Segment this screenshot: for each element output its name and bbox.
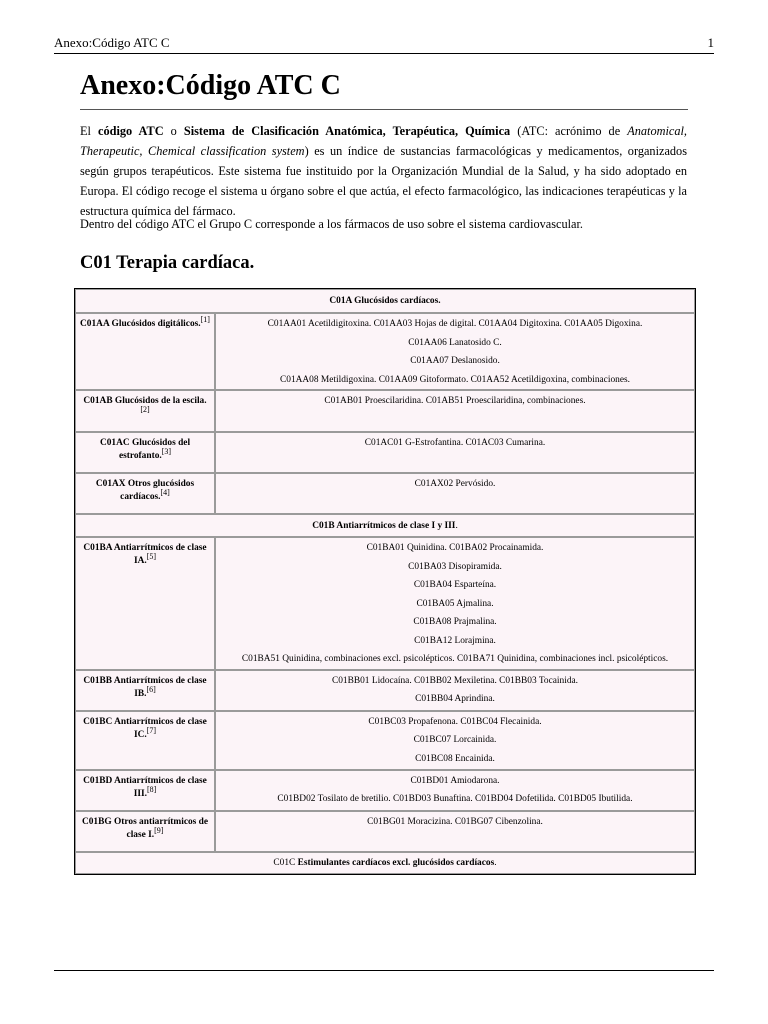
item-line: C01BB01 Lidocaína. C01BB02 Mexiletina. C01BB03 Tocainida. (331, 675, 579, 686)
reference-link[interactable]: [8] (146, 784, 157, 794)
group-label-dot: . (455, 520, 458, 531)
item-line: C01AA08 Metildigoxina. C01AA09 Gitoformato. C01AA52 Acetildigoxina, combinaciones. (280, 374, 630, 385)
group-label: C01B Antiarrítmicos de clase I y III (312, 520, 456, 531)
items-cell-c01bd (215, 770, 695, 811)
code-cell-c01ac (75, 432, 215, 473)
code-label: C01BB Antiarrítmicos de clase IB. (83, 675, 207, 699)
intro-bold-atc: código ATC (98, 124, 164, 138)
table-row (75, 711, 695, 770)
reference-link[interactable]: [3] (161, 447, 172, 456)
table-row (75, 390, 695, 432)
item-line: C01AC01 G-Estrofantina. C01AC03 Cumarina. (364, 438, 546, 448)
group-row (75, 514, 695, 537)
item-line: C01BA05 Ajmalina. (416, 598, 494, 609)
group-header-c01b (75, 514, 695, 537)
item-line: C01BC08 Encainida. (415, 753, 495, 764)
item-line: C01BD01 Amiodarona. (410, 775, 500, 786)
item-line: C01BA03 Disopiramida. (408, 561, 502, 572)
item-line: C01BC07 Lorcainida. (413, 735, 497, 745)
reference-link[interactable]: [1] (200, 315, 210, 324)
group-row (75, 852, 695, 874)
running-title: Anexo:Código ATC C (54, 35, 170, 50)
item-line: C01BA12 Lorajmina. (414, 635, 496, 646)
items-cell-c01aa (215, 313, 695, 390)
page-title: Anexo:Código ATC C (80, 70, 341, 101)
items-cell-c01ba (215, 537, 695, 670)
group-label: Estimulantes cardíacos excl. glucósidos cardíacos (297, 857, 495, 868)
table-row (75, 770, 695, 811)
item-line: C01AA07 Deslanosido. (410, 356, 500, 366)
reference-link[interactable]: [2] (140, 405, 150, 414)
code-cell-c01bc (75, 711, 215, 770)
item-line: C01BA04 Esparteína. (413, 580, 497, 590)
code-label: C01BD Antiarrítmicos de clase III. (83, 775, 207, 799)
reference-link[interactable]: [6] (146, 684, 156, 694)
item-line: C01AB01 Proescilaridina. C01AB51 Proescilaridina, combinaciones. (324, 396, 586, 406)
group-row (75, 289, 695, 313)
item-line: C01BA51 Quinidina, combinaciones excl. psicolépticos. C01BA71 Quinidina, combinaciones incl. psicolépticos. (241, 654, 669, 664)
code-cell-c01bg (75, 811, 215, 852)
code-cell-c01ax (75, 473, 215, 514)
code-cell-c01bb (75, 670, 215, 711)
table-row (75, 473, 695, 514)
code-cell-c01aa (75, 313, 215, 390)
items-cell-c01bb (215, 670, 695, 711)
table-row (75, 432, 695, 473)
code-cell-c01ab (75, 390, 215, 432)
code-cell-c01bd (75, 770, 215, 811)
intro-bold-system: Sistema de Clasificación Anatómica, Terapéutica, Química (183, 124, 511, 138)
code-label: C01BG Otros antiarrítmicos de clase I. (81, 816, 209, 840)
table-row (75, 811, 695, 852)
reference-link[interactable]: [7] (146, 725, 157, 735)
title-rule (80, 109, 688, 110)
code-label: C01BA Antiarrítmicos de clase IA. (83, 543, 207, 566)
items-cell-c01ax (215, 473, 695, 514)
code-cell-c01ba (75, 537, 215, 670)
item-line: C01AA01 Acetildigitoxina. C01AA03 Hojas de digital. C01AA04 Digitoxina. C01AA05 Digoxina. (267, 319, 643, 329)
code-label: C01AX Otros glucósidos cardíacos. (95, 479, 195, 502)
intro-text: ) es un índice de sustancias farmacológicas y medicamentos, organizados según grupos terapéuticos. Este sistema fue instituido por la Organización Mundial de la Salud, y ha sido adoptado en Europa. El código recoge el sistema u órgano sobre el que actúa, el efecto farmacológico, las indicaciones terapéuticas y la estructura química del fármaco. (80, 144, 687, 218)
item-line: C01BG01 Moracizina. C01BG07 Cibenzolina. (367, 816, 543, 827)
item-line: C01BA01 Quinidina. C01BA02 Procainamida. (366, 543, 544, 553)
items-cell-c01bg (215, 811, 695, 852)
reference-link[interactable]: [5] (146, 552, 157, 561)
code-label: C01BC Antiarrítmicos de clase IC. (83, 716, 207, 740)
reference-link[interactable]: [4] (160, 488, 170, 497)
item-line: C01BA08 Prajmalina. (413, 617, 497, 627)
code-label: C01AC Glucósidos del estrofanto. (99, 438, 191, 461)
page-number: 1 (707, 35, 714, 50)
item-line: C01BB04 Aprindina. (415, 694, 495, 704)
group-code: C01C (273, 857, 298, 868)
section-heading: C01 Terapia cardíaca. (80, 253, 255, 273)
atc-table (74, 288, 696, 875)
item-line: C01BD02 Tosilato de bretilio. C01BD03 Bunaftina. C01BD04 Dofetilida. C01BD05 Ibutilida. (277, 794, 633, 804)
header-rule (54, 53, 714, 54)
table-row (75, 537, 695, 670)
intro-text: o (163, 124, 184, 138)
footer-rule (54, 970, 714, 971)
code-label: C01AB Glucósidos de la escila. (83, 396, 207, 406)
intro-text: (ATC: acrónimo de (510, 124, 628, 138)
intro-text: El (80, 124, 98, 138)
group-c-paragraph: Dentro del código ATC el Grupo C corresponde a los fármacos de uso sobre el sistema cardiovascular. (80, 217, 584, 231)
intro-italic-english: Anatomical, Therapeutic, Chemical classification system (80, 124, 687, 158)
item-line: C01BC03 Propafenona. C01BC04 Flecainida. (368, 716, 542, 727)
reference-link[interactable]: [9] (154, 825, 164, 835)
table-row (75, 670, 695, 711)
group-label-dot: . (494, 857, 497, 868)
intro-paragraph (80, 121, 687, 221)
table-row (75, 313, 695, 390)
items-cell-c01bc (215, 711, 695, 770)
items-cell-c01ab (215, 390, 695, 432)
item-line: C01AX02 Pervósido. (414, 479, 496, 489)
group-header-c01c (75, 852, 695, 874)
code-label: C01AA Glucósidos digitálicos. (80, 319, 201, 329)
items-cell-c01ac (215, 432, 695, 473)
running-header (54, 35, 714, 51)
group-header-c01a: C01A Glucósidos cardíacos. (75, 289, 695, 313)
item-line: C01AA06 Lanatosido C. (408, 337, 502, 348)
